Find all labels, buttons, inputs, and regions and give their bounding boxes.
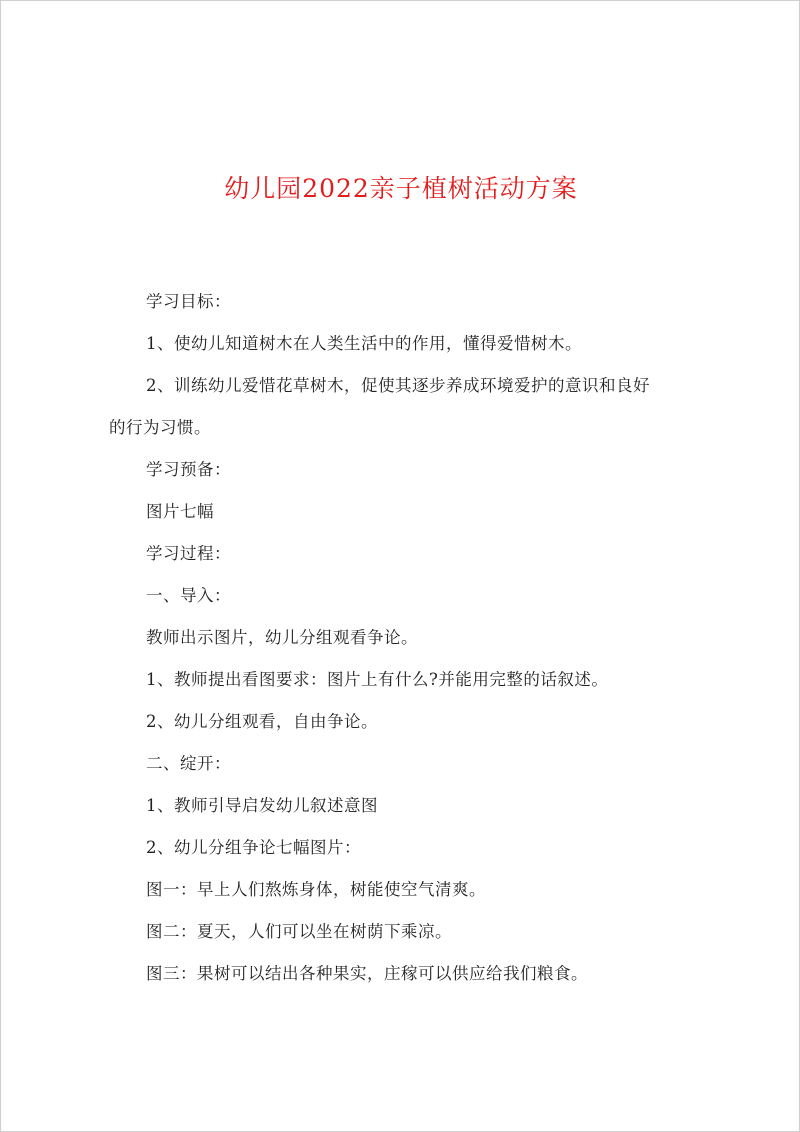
paragraph-preparation-item: 图片七幅	[146, 502, 214, 521]
document-body	[109, 281, 709, 995]
paragraph-picture-1: 图一：早上人们熬炼身体，树能使空气清爽。	[146, 880, 486, 899]
paragraph-section-1-heading: 一、导入：	[146, 586, 231, 605]
paragraph-process-heading: 学习过程：	[146, 544, 231, 563]
paragraph-section-1-step-1: 1、教师提出看图要求：图片上有什么?并能用完整的话叙述。	[146, 670, 609, 689]
paragraph-learning-goals-heading: 学习目标：	[146, 292, 231, 311]
paragraph-section-2-heading: 二、绽开：	[146, 754, 231, 773]
paragraph-section-2-step-2: 2、幼儿分组争论七幅图片：	[146, 838, 361, 857]
paragraph-goal-2-continued: 的行为习惯。	[109, 418, 211, 437]
paragraph-picture-3: 图三：果树可以结出各种果实，庄稼可以供应给我们粮食。	[146, 964, 588, 983]
paragraph-section-1-text: 教师出示图片，幼儿分组观看争论。	[146, 628, 418, 647]
paragraph-picture-2: 图二：夏天，人们可以坐在树荫下乘凉。	[146, 922, 452, 941]
paragraph-section-2-step-1: 1、教师引导启发幼儿叙述意图	[146, 796, 378, 815]
paragraph-goal-2: 2、训练幼儿爱惜花草树木，促使其逐步养成环境爱护的意识和良好	[146, 376, 650, 395]
paragraph-preparation-heading: 学习预备：	[146, 460, 231, 479]
document-title: 幼儿园2022亲子植树活动方案	[224, 174, 578, 203]
paragraph-goal-1: 1、使幼儿知道树木在人类生活中的作用，懂得爱惜树木。	[146, 334, 582, 353]
paragraph-section-1-step-2: 2、幼儿分组观看，自由争论。	[146, 712, 378, 731]
